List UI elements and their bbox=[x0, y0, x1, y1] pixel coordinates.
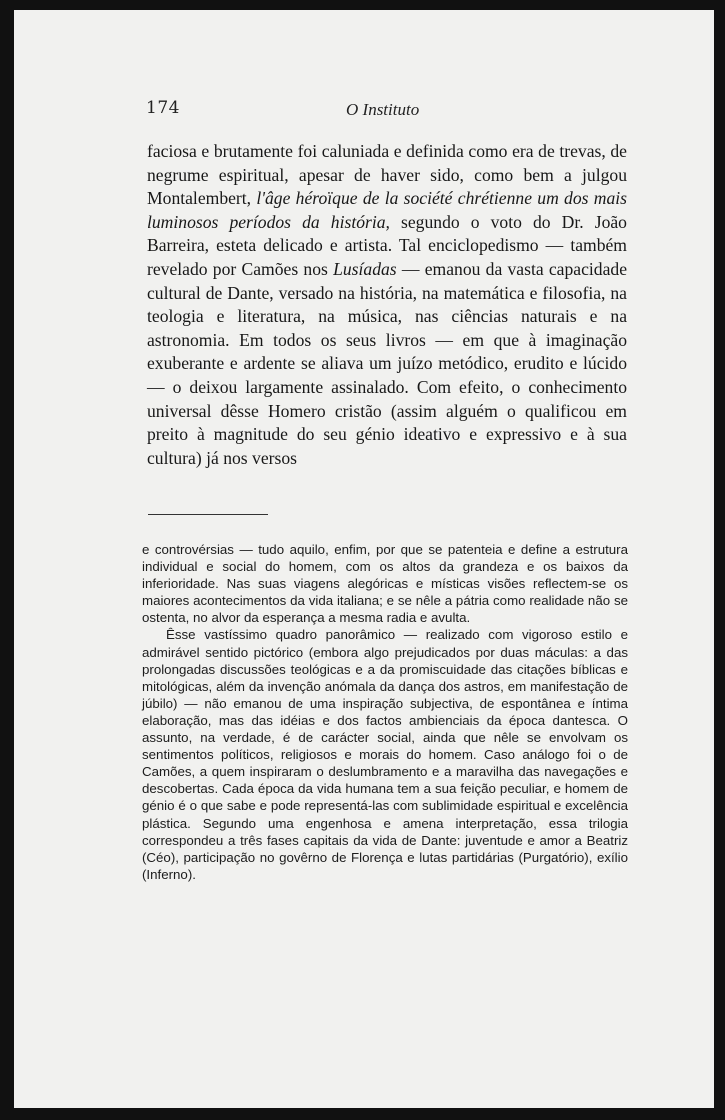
footnote-paragraph: Êsse vastíssimo quadro panorâmico — realizado com vigoroso estilo e admirável sentido pictórico (embora algo prejudicados por duas máculas: a das prolongadas discussões teológicas e a da promiscuidade das citações bíblicas e mitológicas, além da invenção anómala da dança dos astros, em manifestação de júbilo) — não emanou de uma inspiração subjectiva, de espontânea e íntima elaboração, mas das idéias e dos factos ambienciais da época dantesca. O assunto, na verdade, é de carácter social, ainda que nêle se envolvam os sentimentos políticos, religiosos e morais do homem. Caso análogo foi o de Camões, a quem inspiraram o deslumbramento e a maravilha das navegações e descobertas. Cada época da vida humana tem a sua feição peculiar, e homem de génio é o que sabe e pode representá-las com sublimidade espiritual e excelência plástica. Segundo uma engenhosa e amena interpretação, essa trilogia correspondeu a três fases capitais da vida de Dante: juventude e amor a Beatriz (Céo), participação no govêrno de Florença e lutas partidárias (Purgatório), exílio (Inferno). bbox=[142, 627, 628, 882]
footnote-paragraph: e controvérsias — tudo aquilo, enfim, por que se patenteia e define a estrutura individual e social do homem, com os altos da grandeza e os baixos da inferioridade. Nas suas viagens alegóricas e místicas visões reflectem-se os maiores acontecimentos da vida italiana; e se nêle a pátria como realidade não se ostenta, no alvor da esperança a mesma radia e avulta. bbox=[142, 542, 628, 626]
body-text-segment: — emanou da vasta capacidade cultural de Dante, versado na história, na matemática e filosofia, na teologia e literatura, na música, nas ciências naturais e na astronomia. Em todos os seus livros — em que à imaginação exuberante e ardente se aliava um juízo metódico, erudito e lúcido — o deixou largamente assinalado. Com efeito, o conhecimento universal dêsse Homero cristão (assim alguém o qualificou em preito à magnitude do seu génio ideativo e expressivo e à sua cultura) já nos versos bbox=[147, 258, 628, 468]
body-text-segment: segundo o voto do Dr. João Barreira, esteta delicado e artista. Tal enciclopedismo — também revelado por Camões nos bbox=[147, 211, 627, 279]
footnote-block bbox=[142, 541, 628, 883]
body-text-segment: faciosa e brutamente foi caluniada e definida como era de trevas, de negrume espiritual, apesar de haver sido, como bem a julgou Montalembert, bbox=[147, 141, 627, 209]
running-title: O Instituto bbox=[346, 100, 420, 119]
footnote-divider bbox=[148, 514, 268, 515]
body-italic-quote: l'âge héroïque de la société chrétienne um dos mais luminosos períodos da história, bbox=[147, 188, 627, 232]
body-italic-title: Lusíadas bbox=[333, 258, 397, 279]
main-paragraph bbox=[147, 140, 627, 470]
page-number: 174 bbox=[146, 98, 180, 118]
book-page bbox=[14, 10, 714, 1108]
